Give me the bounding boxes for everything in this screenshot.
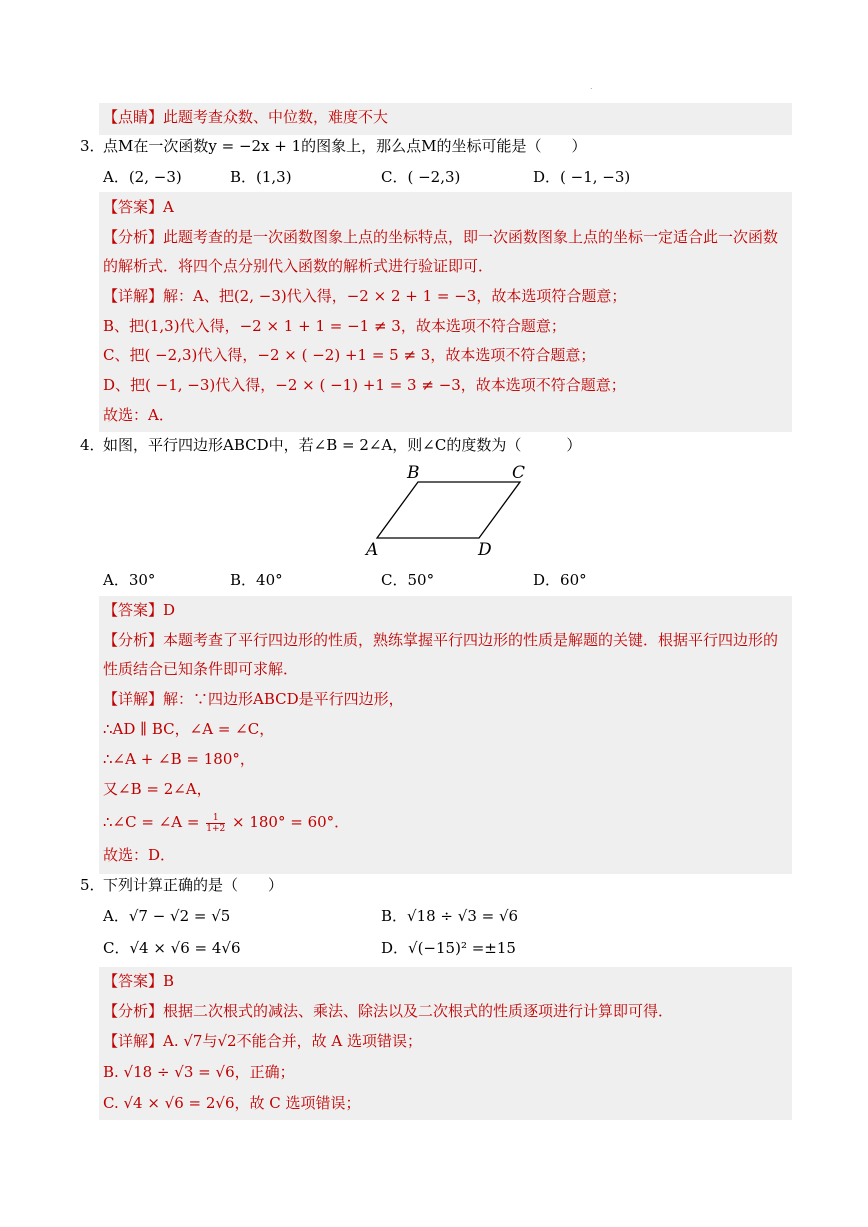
vertex-label-a: A [366,540,379,560]
analysis-text-cont: 性质结合已知条件即可求解． [103,660,299,678]
parallelogram-shape [377,482,520,538]
analysis-text-cont: 的解析式．将四个点分别代入函数的解析式进行验证即可． [103,257,494,275]
question-stem: 点M在一次函数y = −2x + 1的图象上，那么点M的坐标可能是（ ） [103,137,587,155]
option-a: A．(2, −3) [103,168,182,186]
option-d: D．60° [533,571,587,589]
detail-line: 【详解】A. √7与√2不能合并，故 A 选项错误； [103,1032,422,1050]
question-3 [0,131,868,161]
analysis-text: 【分析】根据二次根式的减法、乘法、除法以及二次根式的性质逐项进行计算即可得． [103,1002,674,1020]
detail-line: D、把( −1, −3)代入得，−2 × ( −1) +1 = 3 ≠ −3，故本选项不符合题意； [103,376,626,394]
option-b: B．40° [230,571,283,589]
detail-line: C. √4 × √6 = 2√6，故 C 选项错误； [103,1094,361,1112]
option-d: D．√(−15)² =±15 [381,939,516,957]
answer-text: 【答案】A [103,198,174,216]
vertex-label-d: D [478,540,492,560]
option-a: A．√7 − √2 = √5 [103,907,231,925]
question-5-options-row1 [0,901,868,931]
option-b: B．√18 ÷ √3 = √6 [381,907,519,925]
option-c: C．( −2,3) [381,168,461,186]
answer-text: 【答案】D [103,601,176,619]
parallelogram-diagram [360,460,540,562]
question-5-options-row2 [0,933,868,963]
question-number: 4． [80,436,105,454]
analysis-text: 【分析】此题考查的是一次函数图象上点的坐标特点，即一次函数图象上点的坐标一定适合此一次函数 [103,228,779,246]
detail-prefix: ∴∠C = ∠A = [103,813,200,831]
choose-text: 故选：A． [103,406,174,424]
question-number: 3． [80,137,105,155]
question-number: 5． [80,876,105,894]
question-4 [0,430,868,460]
option-c: C．√4 × √6 = 4√6 [103,939,241,957]
question-stem: 下列计算正确的是（ ） [103,876,284,894]
question-stem: 如图，平行四边形ABCD中，若∠B = 2∠A，则∠C的度数为（ ） [103,436,582,454]
analysis-text: 【分析】本题考查了平行四边形的性质，熟练掌握平行四边形的性质是解题的关键．根据平行四边形的 [103,631,779,649]
fraction-denominator: 1+2 [206,823,226,834]
option-c: C．50° [381,571,435,589]
detail-line: 又∠B = 2∠A， [103,780,212,798]
question-4-options [0,565,868,595]
question-3-options [0,162,868,192]
option-d: D．( −1, −3) [533,168,631,186]
detail-line: B. √18 ÷ √3 = √6，正确； [103,1063,295,1081]
question-5 [0,870,868,900]
detail-line-fraction [103,807,349,837]
option-a: A．30° [103,571,156,589]
option-b: B．(1,3) [230,168,292,186]
detail-line: B、把(1,3)代入得，−2 × 1 + 1 = −1 ≠ 3，故本选项不符合题意； [103,317,566,335]
detail-line: 【详解】解：∵四边形ABCD是平行四边形， [103,690,404,708]
detail-line: C、把( −2,3)代入得，−2 × ( −2) +1 = 5 ≠ 3，故本选项不符合题意； [103,346,596,364]
answer-text: 【答案】B [103,972,175,990]
detail-suffix: × 180° = 60°． [232,813,350,831]
page-mark: . [590,82,593,91]
choose-text: 故选：D． [103,846,176,864]
detail-line: ∴AD ∥ BC，∠A = ∠C， [103,720,275,738]
fraction-numerator: 1 [206,813,225,824]
hint-text: 【点睛】此题考查众数、中位数，难度不大 [103,108,389,126]
detail-line: 【详解】解：A、把(2, −3)代入得，−2 × 2 + 1 = −3，故本选项符合题意； [103,287,627,305]
vertex-label-c: C [512,463,526,483]
detail-line: ∴∠A + ∠B = 180°， [103,750,255,768]
vertex-label-b: B [407,463,420,483]
fraction [206,813,225,834]
